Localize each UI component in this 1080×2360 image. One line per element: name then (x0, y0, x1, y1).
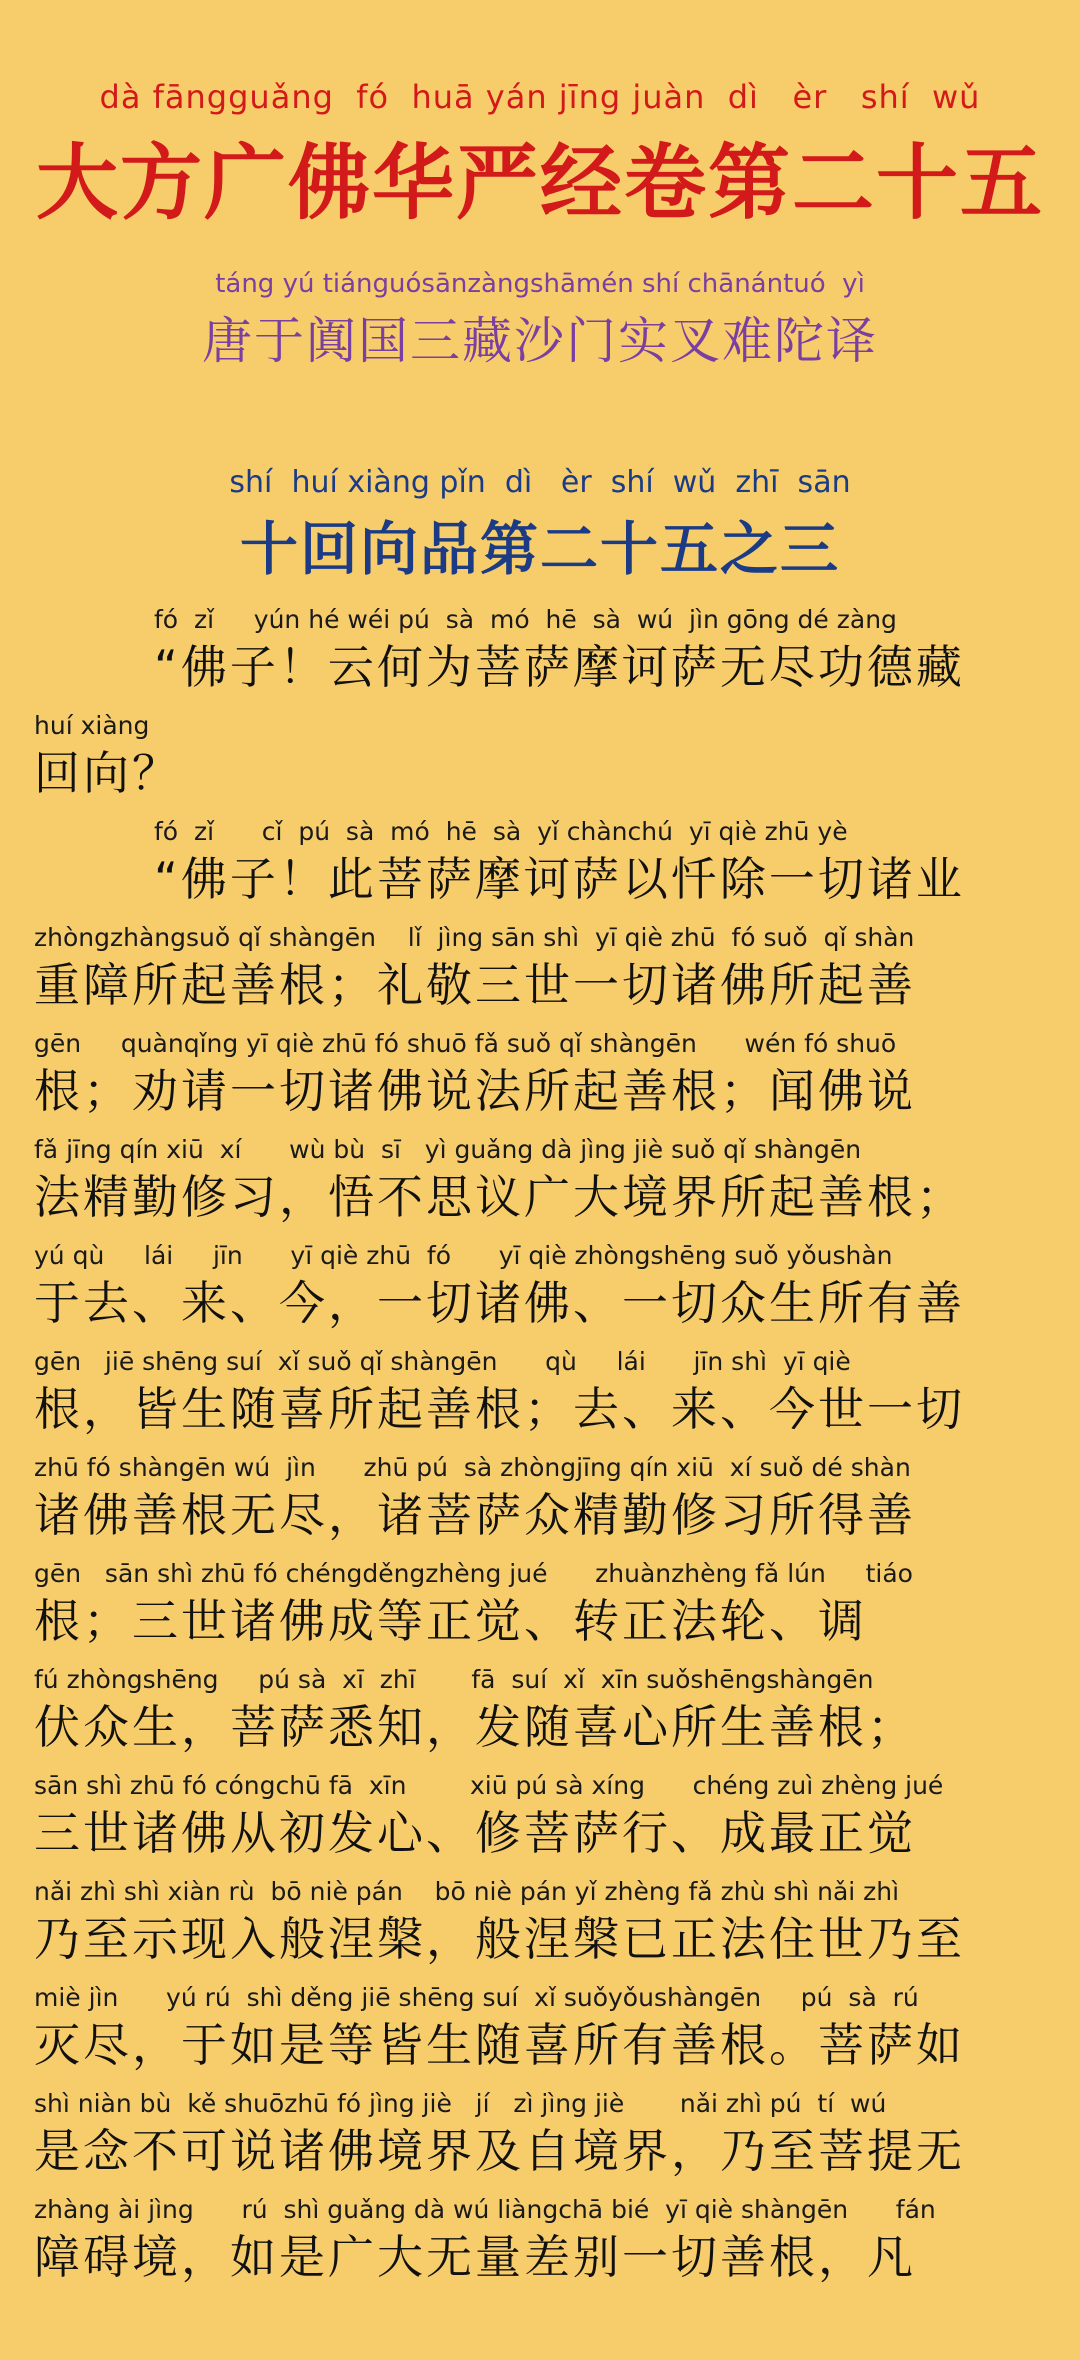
line-pinyin: yú qù lái jīn yī qiè zhū fó yī qiè zhòngshēng suǒ yǒushàn (34, 1241, 893, 1270)
text-line (34, 2194, 1054, 2288)
line-pinyin: huí xiàng (34, 711, 150, 740)
line-text: 灭尽，于如是等皆生随喜所有善根。菩萨如 (34, 2018, 965, 2072)
line-text: “佛子！此菩萨摩诃萨以忏除一切诸业 (154, 852, 965, 906)
title-block (0, 78, 1080, 235)
chapter-pinyin: shí huí xiàng pǐn dì èr shí wǔ zhī sān (229, 465, 851, 500)
text-line (34, 1240, 1054, 1334)
text-line (34, 816, 1054, 910)
line-pinyin: shì niàn bù kě shuōzhū fó jìng jiè jí zì jìng jiè nǎi zhì pú tí wú (34, 2089, 887, 2118)
text-line (34, 1452, 1054, 1546)
line-text: 根；三世诸佛成等正觉、转正法轮、调 (34, 1594, 867, 1648)
line-text: 重障所起善根；礼敬三世一切诸佛所起善 (34, 958, 916, 1012)
line-pinyin: gēn jiē shēng suí xǐ suǒ qǐ shàngēn qù lái jīn shì yī qiè (34, 1347, 851, 1376)
line-pinyin: fó zǐ cǐ pú sà mó hē sà yǐ chànchú yī qiè zhū yè (154, 817, 848, 846)
line-pinyin: zhòngzhàngsuǒ qǐ shàngēn lǐ jìng sān shì yī qiè zhū fó suǒ qǐ shàn (34, 923, 915, 952)
line-text: 三世诸佛从初发心、修菩萨行、成最正觉 (34, 1806, 916, 1860)
line-text: 于去、来、今，一切诸佛、一切众生所有善 (34, 1276, 965, 1330)
chapter-text: 十回向品第二十五之三 (239, 515, 840, 583)
line-pinyin: fú zhòngshēng pú sà xī zhī fā suí xǐ xīn suǒshēngshàngēn (34, 1665, 874, 1694)
line-text: 根，皆生随喜所起善根；去、来、今世一切 (34, 1382, 965, 1436)
text-line (34, 1028, 1054, 1122)
line-pinyin: miè jìn yú rú shì děng jiē shēng suí xǐ suǒyǒushàngēn pú sà rú (34, 1983, 919, 2012)
line-pinyin: fǎ jīng qín xiū xí wù bù sī yì guǎng dà jìng jiè suǒ qǐ shàngēn (34, 1135, 862, 1164)
line-pinyin: sān shì zhū fó cóngchū fā xīn xiū pú sà xíng chéng zuì zhèng jué (34, 1771, 944, 1800)
line-text: 法精勤修习，悟不思议广大境界所起善根； (34, 1170, 965, 1224)
text-line (34, 1770, 1054, 1864)
line-pinyin: gēn sān shì zhū fó chéngděngzhèng jué zhuànzhèng fǎ lún tiáo (34, 1559, 913, 1588)
text-line (34, 922, 1054, 1016)
chapter-block (0, 465, 1080, 586)
line-pinyin: zhū fó shàngēn wú jìn zhū pú sà zhòngjīng qín xiū xí suǒ dé shàn (34, 1453, 911, 1482)
translator-text: 唐于阗国三藏沙门实叉难陀译 (202, 312, 878, 370)
text-line (34, 1134, 1054, 1228)
line-text: 是念不可说诸佛境界及自境界，乃至菩提无 (34, 2124, 965, 2178)
text-line (34, 1664, 1054, 1758)
line-text: 乃至示现入般涅槃，般涅槃已正法住世乃至 (34, 1912, 965, 1966)
line-text: 回向？ (34, 746, 181, 800)
title-pinyin: dà fāngguǎng fó huā yán jīng juàn dì èr shí wǔ (99, 78, 981, 116)
line-text: 根；劝请一切诸佛说法所起善根；闻佛说 (34, 1064, 916, 1118)
text-line (34, 2088, 1054, 2182)
text-line (34, 1876, 1054, 1970)
text-line (34, 1346, 1054, 1440)
text-line (34, 1558, 1054, 1652)
line-text: “佛子！云何为菩萨摩诃萨无尽功德藏 (154, 640, 965, 694)
line-text: 伏众生，菩萨悉知，发随喜心所生善根； (34, 1700, 916, 1754)
sutra-page (0, 78, 1080, 2360)
line-pinyin: fó zǐ yún hé wéi pú sà mó hē sà wú jìn gōng dé zàng (154, 605, 897, 634)
text-line (34, 1982, 1054, 2076)
title-text: 大方广佛华严经卷第二十五 (35, 136, 1044, 231)
line-text: 障碍境，如是广大无量差别一切善根，凡 (34, 2230, 916, 2284)
sutra-body (0, 604, 1080, 2288)
line-pinyin: gēn quànqǐng yī qiè zhū fó shuō fǎ suǒ qǐ shàngēn wén fó shuō (34, 1029, 897, 1058)
translator-pinyin: táng yú tiánguósānzàngshāmén shí chānántuó yì (215, 269, 865, 299)
text-line (34, 604, 1054, 698)
line-text: 诸佛善根无尽，诸菩萨众精勤修习所得善 (34, 1488, 916, 1542)
line-pinyin: nǎi zhì shì xiàn rù bō niè pán bō niè pán yǐ zhèng fǎ zhù shì nǎi zhì (34, 1877, 900, 1906)
text-line (34, 710, 1054, 804)
line-pinyin: zhàng ài jìng rú shì guǎng dà wú liàngchā bié yī qiè shàngēn fán (34, 2195, 936, 2224)
translator-block (0, 269, 1080, 373)
